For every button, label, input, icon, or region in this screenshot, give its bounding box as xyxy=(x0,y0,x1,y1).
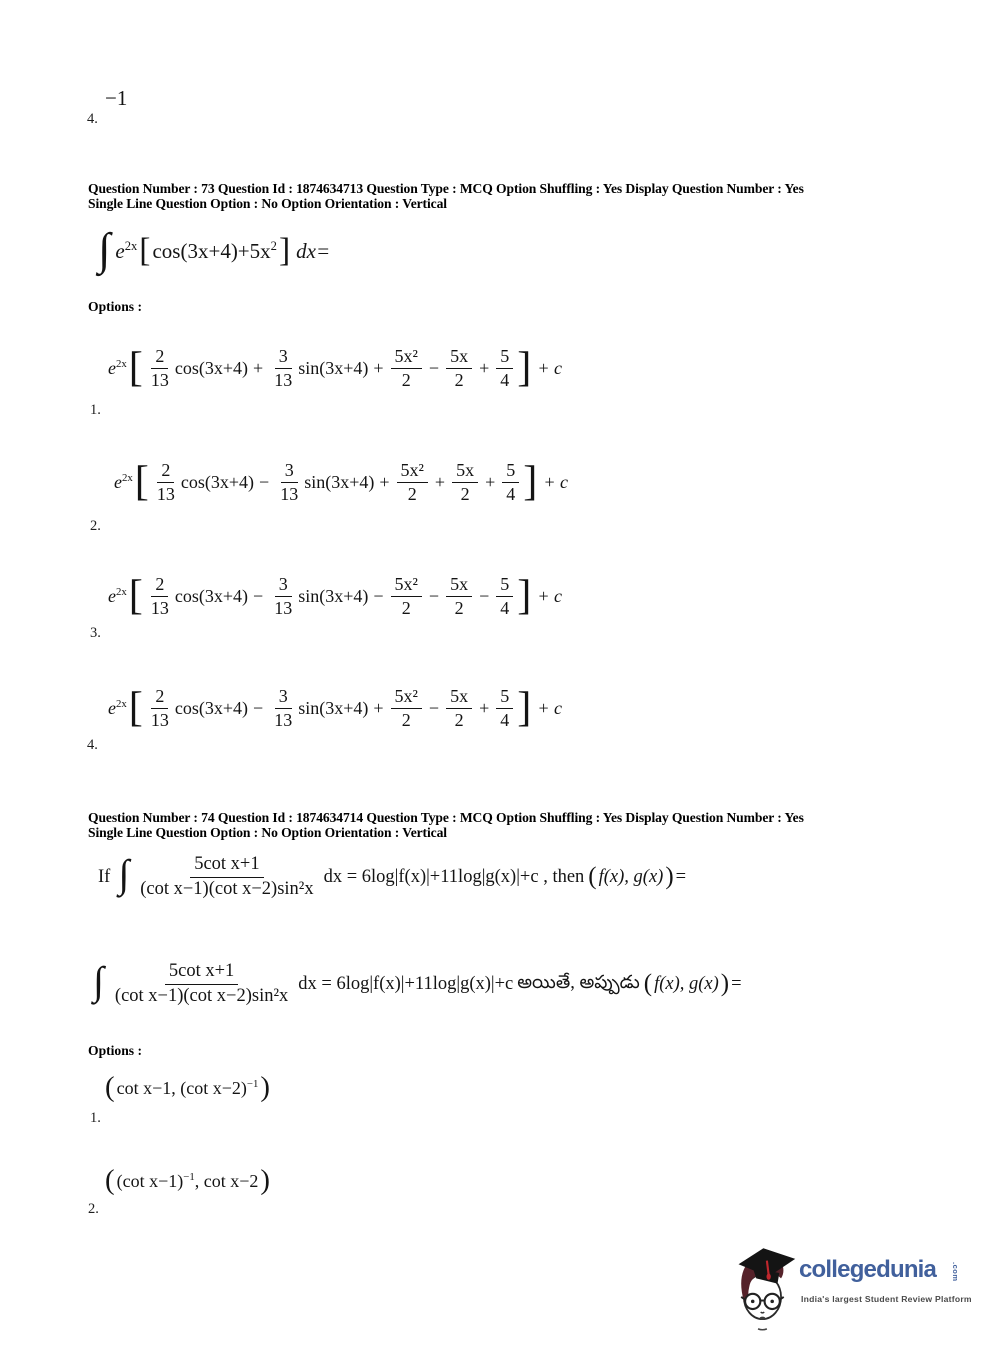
integral-sign: ∫ xyxy=(98,223,111,274)
q73-option-3-formula xyxy=(108,564,562,628)
fraction: $\frac{5}{4}$ xyxy=(496,686,513,730)
q73-option-4-formula xyxy=(108,676,562,740)
fraction: $\frac{\text{5cot x+1}}{\text{(cot x−1)(cot x−2)sin²x}}$ xyxy=(140,854,314,899)
equals-sign: = xyxy=(731,973,742,994)
q73-header-line2: Single Line Question Option : No Option Orientation : Vertical xyxy=(88,196,447,212)
fraction: $\frac{5x}{2}$ xyxy=(446,686,472,730)
q74-option-1-formula xyxy=(103,1062,272,1114)
left-bracket: [ xyxy=(128,344,143,392)
right-paren: ) xyxy=(720,969,730,997)
q74-question-formula-telugu xyxy=(93,952,742,1016)
q73-e-term: $e^{2x}$ xyxy=(115,238,138,263)
fraction: $\frac{5x}{2}$ xyxy=(446,574,472,618)
fraction: $\frac{\text{5x²}}{2}$ xyxy=(391,346,422,390)
q73-body-term: $\cos(3x+4)+5x^2$ xyxy=(152,238,277,263)
q73-question-formula xyxy=(98,223,331,276)
left-paren: ( xyxy=(105,1164,115,1197)
q73-option-1-number: 1. xyxy=(90,402,101,418)
equation-middle: dx = 6log|f(x)|+11log|g(x)|+c , then xyxy=(323,866,585,887)
right-bracket: ] xyxy=(517,344,532,392)
cos-term: cos(3x+4) xyxy=(174,697,249,718)
fraction: $\frac{5}{4}$ xyxy=(496,346,513,390)
telugu-text: అయితే, అప్పుడు xyxy=(517,972,640,993)
q74-option-1-number: 1. xyxy=(90,1110,101,1126)
fraction: $\frac{2}{13}$ xyxy=(150,345,169,390)
operator: + xyxy=(379,471,390,492)
cos-term: cos(3x+4) xyxy=(174,585,249,606)
operator: + xyxy=(434,471,446,492)
q73-option-2-formula xyxy=(114,450,568,514)
fraction: $\frac{5x}{2}$ xyxy=(446,346,472,390)
fraction: $\frac{\text{5cot x+1}}{\text{(cot x−1)(cot x−2)sin²x}}$ xyxy=(114,961,289,1006)
fg-pair: f(x), g(x) xyxy=(598,866,664,887)
cos-term: cos(3x+4) xyxy=(174,357,249,378)
fraction: $\frac{2}{13}$ xyxy=(156,459,175,504)
plus-c: + c xyxy=(537,585,562,606)
fraction: $\frac{2}{13}$ xyxy=(150,685,169,730)
fraction: $\frac{\text{5x²}}{2}$ xyxy=(397,460,428,504)
pair-term: cot x−1, (cot x−2)$^{-1}$ xyxy=(116,1077,259,1098)
right-paren: ) xyxy=(665,862,674,890)
left-bracket: [ xyxy=(128,684,143,732)
operator: − xyxy=(428,697,440,718)
plus-c: + c xyxy=(537,697,562,718)
q73-options-label: Options : xyxy=(88,299,143,314)
collegedunia-logo[interactable] xyxy=(735,1244,1001,1336)
right-bracket: ] xyxy=(517,572,532,620)
e-term: $e^{2x}$ xyxy=(108,585,127,606)
operator: + xyxy=(479,697,490,718)
sin-term: sin(3x+4) xyxy=(298,585,369,606)
left-bracket: [ xyxy=(128,572,143,620)
fraction: $\frac{\text{5x²}}{2}$ xyxy=(391,686,422,730)
integral-sign: ∫ xyxy=(93,959,104,1004)
q74-option-2-formula xyxy=(103,1155,272,1207)
cos-term: cos(3x+4) xyxy=(180,471,255,492)
q73-option-2-number: 2. xyxy=(90,518,101,534)
left-bracket: [ xyxy=(134,458,149,506)
sin-term: sin(3x+4) xyxy=(304,471,375,492)
previous-option-number: 4. xyxy=(87,111,98,127)
e-term: $e^{2x}$ xyxy=(108,697,127,718)
fraction: $\frac{3}{13}$ xyxy=(274,685,293,730)
previous-option-value: −1 xyxy=(105,86,128,110)
q73-option-4-number: 4. xyxy=(87,737,98,753)
operator: − xyxy=(253,585,264,606)
sin-term: sin(3x+4) xyxy=(298,697,369,718)
fraction: $\frac{2}{13}$ xyxy=(150,573,169,618)
q74-header-line1: Question Number : 74 Question Id : 1874634714 Question Type : MCQ Option Shuffling : Yes Display Question Number : Yes xyxy=(88,810,804,825)
equals-sign: = xyxy=(675,866,687,887)
collegedunia-tagline: India's largest Student Review Platform xyxy=(801,1294,972,1304)
operator: + xyxy=(479,357,490,378)
q73-option-3-number: 3. xyxy=(90,625,101,641)
fg-pair: f(x), g(x) xyxy=(654,973,719,994)
fraction: $\frac{5}{4}$ xyxy=(502,460,519,504)
fraction: $\frac{3}{13}$ xyxy=(274,345,293,390)
collegedunia-brand-text: collegedunia xyxy=(799,1256,937,1283)
plus-c: + c xyxy=(543,471,568,492)
operator: − xyxy=(428,357,440,378)
e-term: $e^{2x}$ xyxy=(114,471,133,492)
fraction: $\frac{\text{5x²}}{2}$ xyxy=(391,574,422,618)
operator: − xyxy=(373,585,384,606)
q74-question-formula-english xyxy=(98,845,686,909)
operator: + xyxy=(253,357,264,378)
left-bracket: [ xyxy=(139,231,151,269)
operator: − xyxy=(479,585,490,606)
operator: + xyxy=(485,471,496,492)
right-paren: ) xyxy=(260,1164,270,1197)
plus-c: + c xyxy=(537,357,562,378)
q74-option-2-number: 2. xyxy=(88,1201,99,1217)
sin-term: sin(3x+4) xyxy=(298,357,369,378)
q74-header-line2: Single Line Question Option : No Option Orientation : Vertical xyxy=(88,825,447,841)
left-paren: ( xyxy=(105,1071,115,1104)
operator: − xyxy=(253,697,264,718)
integral-sign: ∫ xyxy=(118,852,130,897)
operator: + xyxy=(373,357,384,378)
fraction: $\frac{5}{4}$ xyxy=(496,574,513,618)
q73-header xyxy=(88,181,898,211)
if-prefix: If xyxy=(98,866,111,887)
operator: − xyxy=(259,471,270,492)
collegedunia-domain-text: .com xyxy=(951,1262,960,1282)
q73-header-line1: Question Number : 73 Question Id : 1874634713 Question Type : MCQ Option Shuffling : Yes Display Question Number : Yes xyxy=(88,181,804,196)
fraction: $\frac{3}{13}$ xyxy=(280,459,299,504)
equation-middle: dx = 6log|f(x)|+11log|g(x)|+c xyxy=(298,973,514,994)
fraction: $\frac{5x}{2}$ xyxy=(452,460,478,504)
right-bracket: ] xyxy=(523,458,538,506)
right-paren: ) xyxy=(260,1071,270,1104)
pair-term: (cot x−1)$^{-1}$, cot x−2 xyxy=(116,1170,259,1191)
left-paren: ( xyxy=(588,862,597,890)
collegedunia-mascot-icon xyxy=(735,1246,797,1332)
operator: − xyxy=(428,585,440,606)
q73-dx-equals: dx= xyxy=(296,238,331,263)
q74-header xyxy=(88,810,898,840)
q74-options-label: Options : xyxy=(88,1043,143,1058)
fraction: $\frac{3}{13}$ xyxy=(274,573,293,618)
right-bracket: ] xyxy=(517,684,532,732)
left-paren: ( xyxy=(643,969,653,997)
operator: + xyxy=(373,697,384,718)
q73-option-1-formula xyxy=(108,336,562,400)
right-bracket: ] xyxy=(278,231,291,269)
e-term: $e^{2x}$ xyxy=(108,357,127,378)
